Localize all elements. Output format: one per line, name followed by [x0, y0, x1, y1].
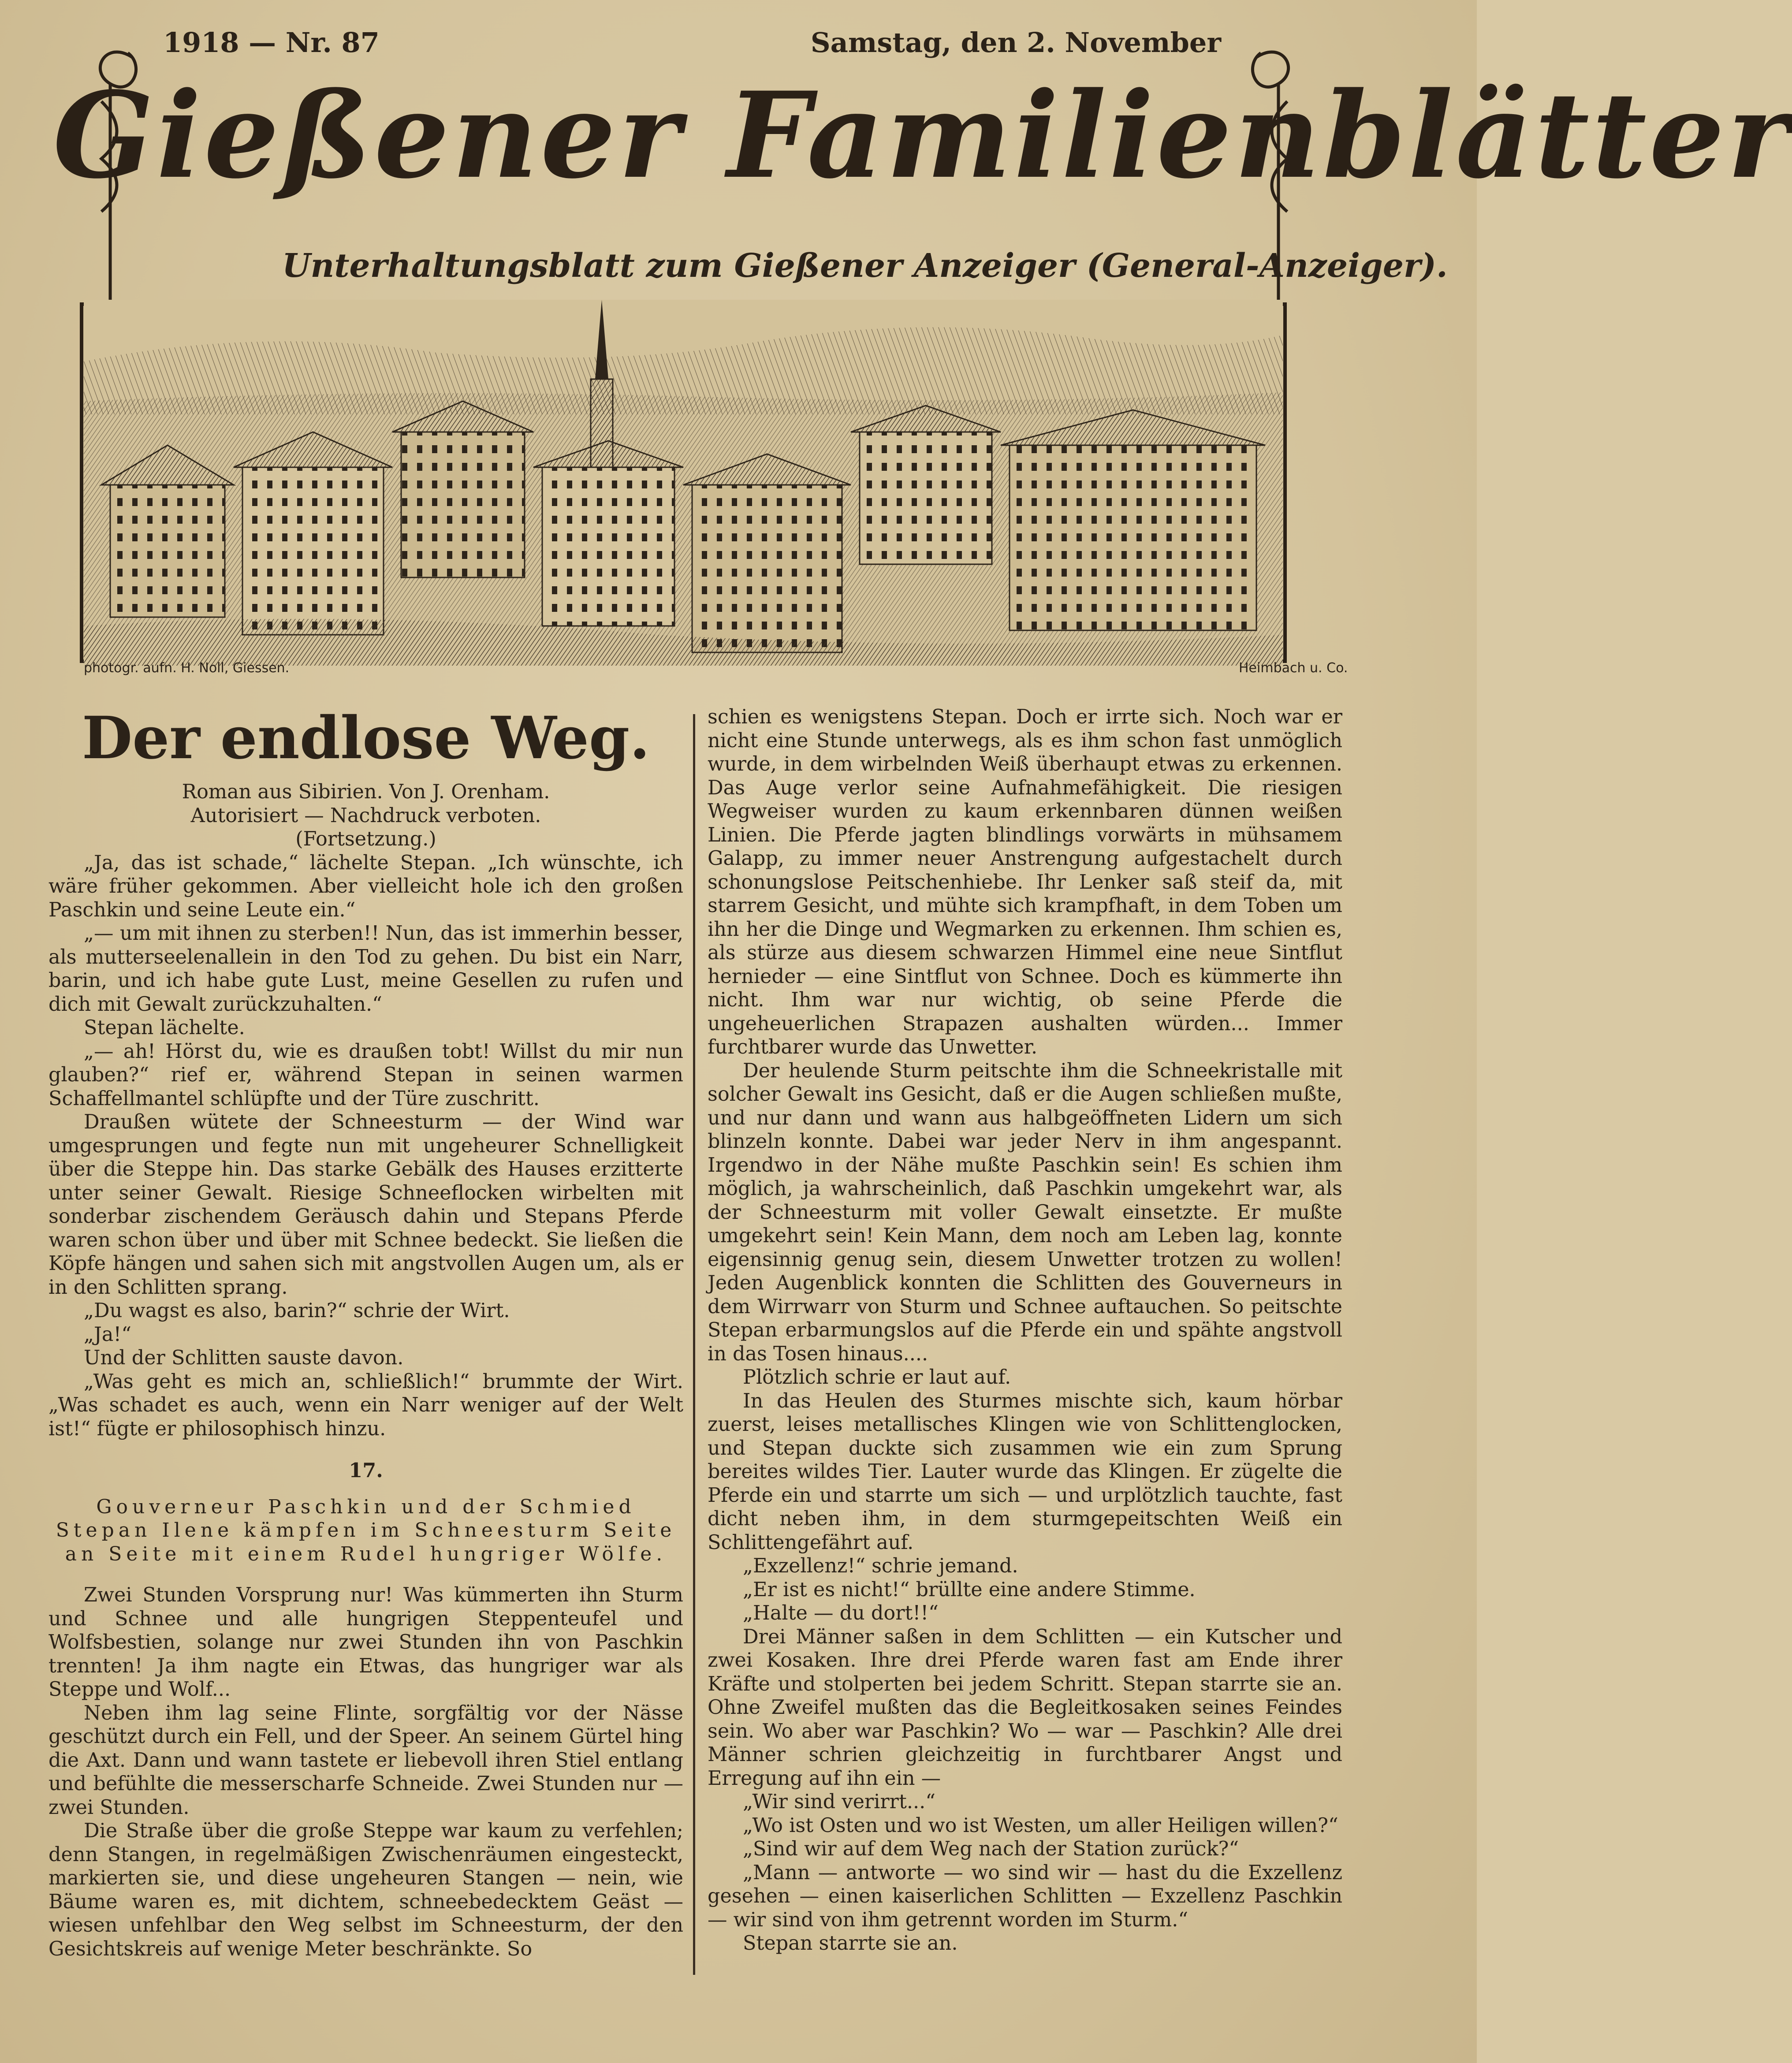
paragraph: Und der Schlitten sauste davon. [84, 1347, 404, 1369]
paragraph: „Mann — antworte — wo sind wir — hast du die Exzellenz gesehen — einen kaiserlichen Schlitten — Exzellenz Paschkin — wir sind von ihm getrennt worden im Sturm.“ [708, 1861, 1342, 1931]
paragraph: Die Straße über die große Steppe war kaum zu verfehlen; denn Stangen, in regelmäßigen Zwischenräumen eingesteckt, markierten sie, und diese ungeheuren Stangen — nein, wie Bäume waren es, mit dichtem, schneebedecktem Geäst — wiesen unfehlbar den Weg selbst im Schneesturm, der den Gesichtskreis auf wenige Meter beschränkte. So [48, 1820, 683, 1960]
column-divider [693, 714, 695, 1975]
rights-notice: Autorisiert — Nachdruck verboten. [190, 804, 541, 827]
paragraph: schien es wenigstens Stepan. Doch er irrte sich. Noch war er nicht eine Stunde unterwegs, als es ihm schon fast unmöglich wurde, in dem wirbelnden Weiß überhaupt etwas zu erkennen. Das Auge verlor seine Aufnahmefähigkeit. Die riesigen Wegweiser wurden zu kaum erkennbaren dünnen weißen Linien. Die Pferde jagten blindlings vorwärts in mühsamem Galapp, zu immer neuer Anstrengung aufgestachelt durch schonungslose Peitschenhiebe. Ihr Lenker saß steif da, mit starrem Gesicht, und mühte sich krampfhaft, in dem Toben um ihn her die Dinge und Wegmarken zu erkennen. Ihm schien es, als stürze aus diesem schwarzen Himmel eine neue Sintflut hernieder — eine Sintflut von Schnee. Doch es kümmerte ihn nicht. Ihm war nur wichtig, ob seine Pferde die ungeheuerlichen Strapazen aushalten würden... Immer furchtbarer wurde das Unwetter. [708, 706, 1342, 1058]
paragraph: „Halte — du dort!!“ [743, 1602, 939, 1624]
right-paragraphs [708, 705, 1342, 1955]
section-title: Gouverneur Paschkin und der Schmied Stepan Ilene kämpfen im Schneesturm Seite an Seite mit einem Rudel hungriger Wölfe. [56, 1495, 676, 1565]
paragraph: „— um mit ihnen zu sterben!! Nun, das ist immerhin besser, als mutterseelenallein in den Tod zu gehen. Du bist ein Narr, barin, und ich habe gute Lust, meine Gesellen zu rufen und dich mit Gewalt zurückzuhalten.“ [48, 922, 683, 1016]
left-column [48, 705, 683, 1961]
masthead-title: Gießener Familienblätter [53, 66, 1792, 205]
paragraph: „Wo ist Osten und wo ist Westen, um aller Heiligen willen?“ [743, 1814, 1338, 1837]
paragraph: Drei Männer saßen in dem Schlitten — ein Kutscher und zwei Kosaken. Ihre drei Pferde waren fast am Ende ihrer Kräfte und stolperten bei jedem Schritt. Stepan starrte sie an. Ohne Zweifel mußten das die Begleitkosaken seines Feindes sein. Wo aber war Paschkin? Wo — war — Paschkin? Alle drei Männer schrien gleichzeitig in furchtbarer Angst und Erregung auf ihn ein — [708, 1625, 1342, 1790]
paragraph: „Sind wir auf dem Weg nach der Station zurück?“ [743, 1838, 1239, 1860]
section-number: 17. [349, 1459, 383, 1482]
paragraph: „Was geht es mich an, schließlich!“ brummte der Wirt. „Was schadet es auch, wenn ein Narr weniger auf der Welt ist!“ fügte er philosophisch hinzu. [48, 1370, 683, 1440]
paragraph: Neben ihm lag seine Flinte, sorgfältig vor der Nässe geschützt durch ein Fell, und der Speer. An seinem Gürtel hing die Axt. Dann und wann tastete er liebevoll ihren Stiel entlang und befühlte die messerscharfe Schneide. Zwei Stunden nur — zwei Stunden. [48, 1702, 683, 1819]
paragraph: „Exzellenz!“ schrie jemand. [743, 1555, 1018, 1577]
paragraph: Draußen wütete der Schneesturm — der Wind war umgesprungen und fegte nun mit ungeheurer Schnelligkeit über die Steppe hin. Das starke Gebälk des Hauses erzitterte unter seiner Gewalt. Riesige Schneeflocken wirbelten mit sonderbar zischendem Geräusch dahin und Stepans Pferde waren schon über und über mit Schnee bedeckt. Sie ließen die Köpfe hängen und sahen sich mit angstvollen Augen um, als er in den Schlitten sprang. [48, 1111, 683, 1299]
issue-date: Samstag, den 2. November [810, 26, 1221, 59]
right-column [708, 705, 1342, 1955]
paragraph: Zwei Stunden Vorsprung nur! Was kümmerten ihn Sturm und Schnee und alle hungrigen Steppenteufel und Wolfsbestien, solange nur zwei Stunden ihn von Paschkin trennten! Ja ihm nagte ein Etwas, das hungriger war als Steppe und Wolf... [48, 1584, 683, 1701]
paragraph: Stepan lächelte. [84, 1017, 245, 1039]
paragraph: Der heulende Sturm peitschte ihm die Schneekristalle mit solcher Gewalt ins Gesicht, daß er die Augen schließen mußte, und nur dann und wann aus halbgeöffneten Lidern um sich blinzeln konnte. Dabei war jeder Nerv in ihm angespannt. Irgendwo in der Nähe mußte Paschkin sein! Es schien ihm möglich, ja wahrscheinlich, daß Paschkin umgekehrt war, als der Schneesturm mit voller Gewalt einsetzte. Er mußte umgekehrt sein! Kein Mann, dem noch am Leben lag, konnte eigensinnig genug sein, diesem Unwetter trotzen zu wollen! Jeden Augenblick konnten die Schlitten des Gouverneurs in dem Wirrwarr von Sturm und Schnee auftauchen. So peitschte Stepan erbarmungslos auf die Pferde ein und spähte angstvoll in das Tosen hinaus.... [708, 1059, 1342, 1365]
paragraph: „Du wagst es also, barin?“ schrie der Wirt. [84, 1300, 510, 1322]
article-headline: Der endlose Weg. [82, 704, 650, 772]
paragraph: Plötzlich schrie er laut auf. [743, 1366, 1011, 1389]
engraver-credit: Heimbach u. Co. [1239, 660, 1348, 676]
paragraph: „— ah! Hörst du, wie es draußen tobt! Willst du mir nun glauben?“ rief er, während Stepan in seinen warmen Schaffellmantel schlüpfte und der Türe zuschritt. [48, 1040, 683, 1110]
paragraph: „Wir sind verirrt...“ [743, 1791, 936, 1813]
issue-number: 1918 — Nr. 87 [163, 26, 380, 59]
article-byline: Roman aus Sibirien. Von J. Orenham. [182, 781, 550, 803]
left-paragraphs-2 [48, 1583, 683, 1961]
continuation-note: (Fortsetzung.) [295, 828, 436, 850]
left-paragraphs [48, 851, 683, 1441]
paragraph: In das Heulen des Sturmes mischte sich, kaum hörbar zuerst, leises metallisches Klingen wie von Schlittenglocken, und Stepan duckte sich zusammen wie ein zum Sprung bereites wildes Tier. Lauter wurde das Klingen. Er zügelte die Pferde ein und starrte um sich — und urplötzlich tauchte, fast dicht neben ihm, in dem sturmgepeitschten Weiß ein Schlittengefährt auf. [708, 1389, 1342, 1554]
paragraph: „Ja!“ [84, 1323, 132, 1346]
paragraph: „Er ist es nicht!“ brüllte eine andere Stimme. [743, 1578, 1196, 1601]
paragraph: Stepan starrte sie an. [743, 1932, 958, 1955]
paragraph: „Ja, das ist schade,“ lächelte Stepan. „Ich wünschte, ich wäre früher gekommen. Aber vielleicht hole ich den großen Paschkin und seine Leute ein.“ [48, 851, 683, 921]
masthead-subtitle: Unterhaltungsblatt zum Gießener Anzeiger (General-Anzeiger). [282, 247, 1448, 285]
photo-credit: photogr. aufn. H. Noll, Giessen. [84, 660, 290, 676]
city-engraving-icon [84, 300, 1283, 666]
